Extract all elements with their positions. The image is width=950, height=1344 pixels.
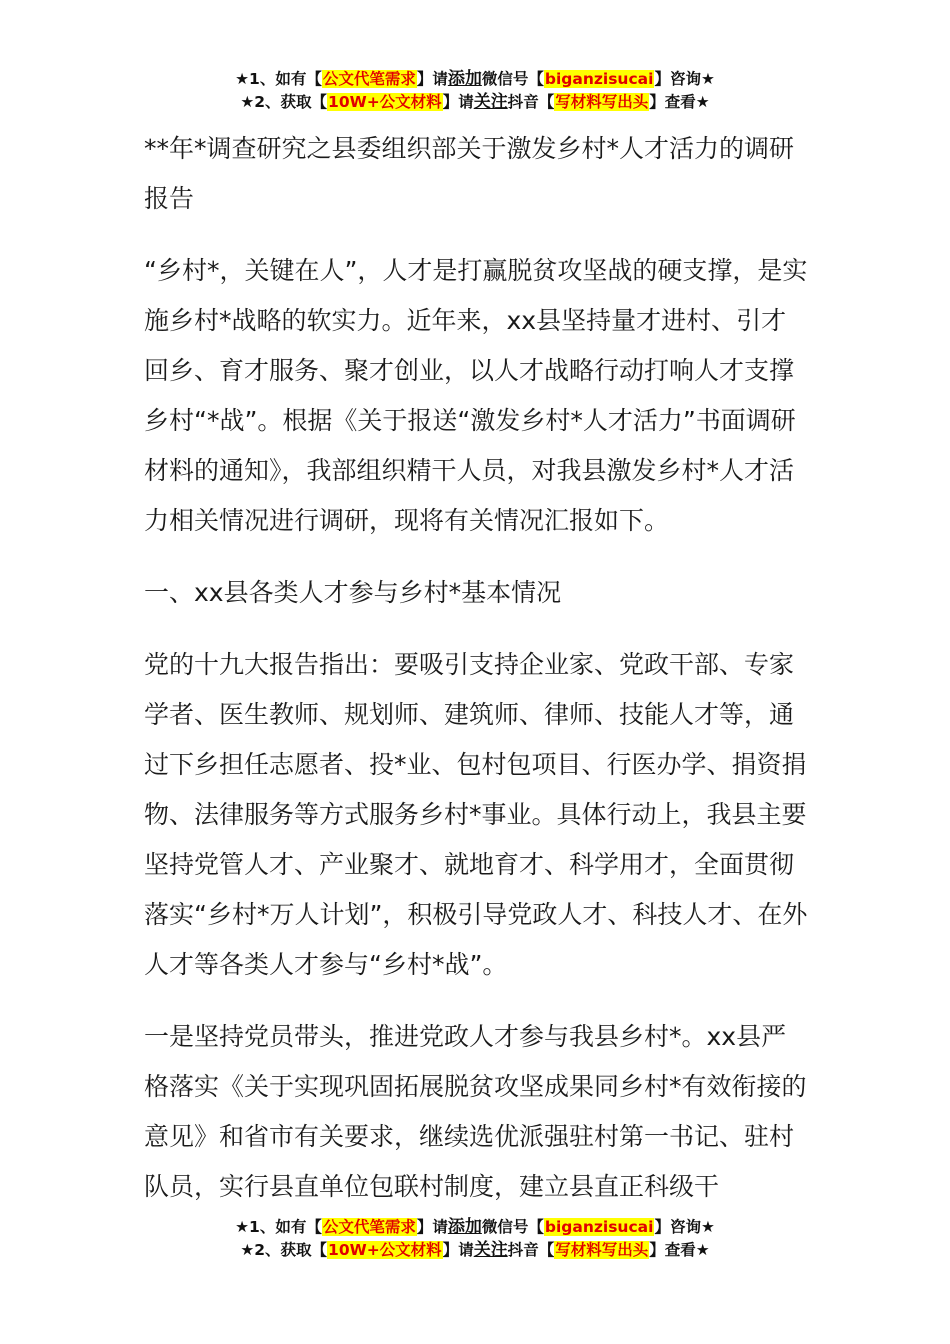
banner-text: ★1、如有【	[235, 70, 322, 88]
banner-highlight: biganzisucai	[544, 70, 654, 88]
banner-text: 】查看★	[649, 93, 710, 111]
banner-text: 微信号【	[481, 70, 544, 88]
banner-highlight: 公文代笔需求	[322, 1218, 416, 1236]
banner-line-2	[0, 91, 950, 114]
banner-underline: 关注	[473, 1240, 508, 1260]
banner-text: 】咨询★	[654, 70, 715, 88]
paragraph: 一是坚持党员带头，推进党政人才参与我县乡村*。xx县严格落实《关于实现巩固拓展脱贫攻坚成果同乡村*有效衔接的意见》和省市有关要求，继续选优派强驻村第一书记、驻村队员，实行县直单位包联村制度，建立县直正科级干	[144, 1022, 807, 1201]
banner-highlight: 写材料写出头	[555, 93, 649, 111]
banner-highlight: 公文代笔需求	[322, 70, 416, 88]
header-banner	[0, 68, 950, 114]
banner-text: 】请	[442, 93, 474, 111]
banner-text: 微信号【	[481, 1218, 544, 1236]
document-title: **年*调查研究之县委组织部关于激发乡村*人才活力的调研报告	[144, 134, 795, 213]
banner-line-1	[0, 68, 950, 91]
banner-underline: 关注	[473, 92, 508, 112]
banner-highlight: 10W+公文材料	[328, 93, 442, 111]
banner-text: 】请	[442, 1241, 474, 1259]
paragraph: “乡村*，关键在人”，人才是打赢脱贫攻坚战的硬支撑，是实施乡村*战略的软实力。近年来，xx县坚持量才进村、引才回乡、育才服务、聚才创业，以人才战略行动打响人才支撑乡村“*战”。根据《关于报送“激发乡村*人才活力”书面调研材料的通知》，我部组织精干人员，对我县激发乡村*人才活力相关情况进行调研，现将有关情况汇报如下。	[144, 256, 808, 535]
banner-line-2	[0, 1239, 950, 1262]
banner-highlight: 写材料写出头	[555, 1241, 649, 1259]
banner-text: ★1、如有【	[235, 1218, 322, 1236]
banner-text: 抖音【	[507, 93, 555, 111]
banner-highlight: biganzisucai	[544, 1218, 654, 1236]
banner-text: 抖音【	[507, 1241, 555, 1259]
banner-text: 】咨询★	[654, 1218, 715, 1236]
paragraph: 党的十九大报告指出：要吸引支持企业家、党政干部、专家学者、医生教师、规划师、建筑师、律师、技能人才等，通过下乡担任志愿者、投*业、包村包项目、行医办学、捐资捐物、法律服务等方式服务乡村*事业。具体行动上，我县主要坚持党管人才、产业聚才、就地育才、科学用才，全面贯彻落实“乡村*万人计划”，积极引导党政人才、科技人才、在外人才等各类人才参与“乡村*战”。	[144, 650, 808, 979]
banner-text: 】请	[416, 1218, 448, 1236]
banner-underline: 添加	[447, 69, 482, 89]
document-body	[144, 124, 808, 1234]
banner-underline: 添加	[447, 1217, 482, 1237]
footer-banner	[0, 1216, 950, 1262]
banner-highlight: 10W+公文材料	[328, 1241, 442, 1259]
banner-text: ★2、获取【	[240, 93, 328, 111]
banner-text: 】查看★	[649, 1241, 710, 1259]
banner-text: 】请	[416, 70, 448, 88]
section-heading: 一、xx县各类人才参与乡村*基本情况	[144, 578, 562, 607]
banner-line-1	[0, 1216, 950, 1239]
banner-text: ★2、获取【	[240, 1241, 328, 1259]
